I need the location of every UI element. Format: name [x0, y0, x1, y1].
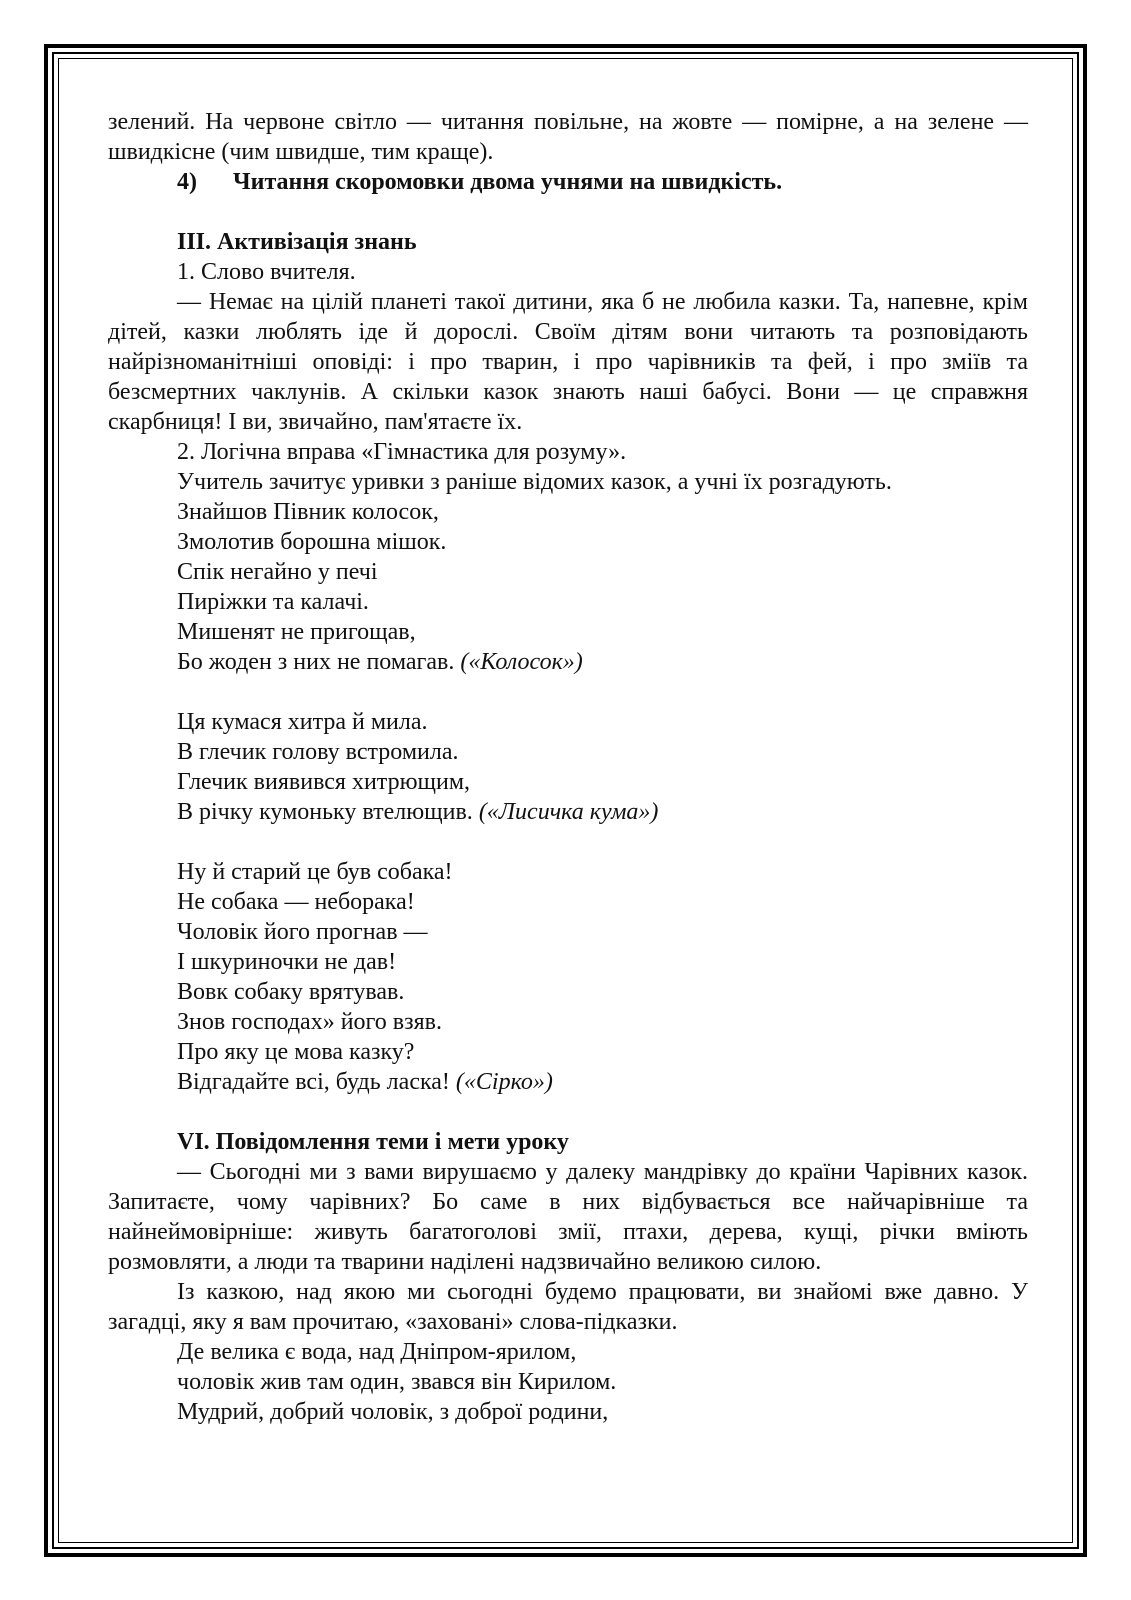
list-item-text: Читання скоромовки двома учнями на швидкість.	[233, 169, 783, 195]
step-label: 2. Логічна вправа «Гімнастика для розуму».	[177, 439, 627, 465]
poem-line	[177, 647, 1028, 677]
poem-line: В глечик голову встромила.	[177, 739, 459, 765]
poem-line-text: Бо жоден з них не помагав.	[177, 649, 455, 675]
poem-line: Де велика є вода, над Дніпром-ярилом,	[177, 1339, 577, 1365]
poem-line: чоловік жив там один, звався він Кирилом.	[177, 1369, 617, 1395]
poem-line-text: В річку кумоньку втелющив.	[177, 799, 473, 825]
teacher-speech: — Немає на цілій планеті такої дитини, яка б не любила казки. Та, напевне, крім дітей, казки люблять іде й дорослі. Своїм дітям вони читають та розповідають найрізноманітніші оповіді: і про тварин, і про чарівників та фей, і про зміїв та безсмертних чаклунів. А скільки казок знають наші бабусі. Вони — це справжня скарбниця! І ви, звичайно, пам'ятаєте їх.	[108, 289, 1028, 435]
poem-line: Знов господах» його взяв.	[177, 1009, 442, 1035]
poem-block	[108, 1337, 1028, 1427]
riddle-answer: («Колосок»)	[460, 649, 583, 675]
riddle-block	[108, 857, 1028, 1097]
poem-line: Знайшов Півник колосок,	[177, 499, 439, 525]
poem-line	[177, 1067, 1028, 1097]
poem-line: Пиріжки та калачі.	[177, 589, 369, 615]
list-item-number: 4)	[177, 169, 197, 195]
poem-line: Про яку це мова казку?	[177, 1039, 415, 1065]
riddle-answer: («Сірко»)	[455, 1069, 553, 1095]
poem-line: Змолотив борошна мішок.	[177, 529, 447, 555]
poem-line: Спік негайно у печі	[177, 559, 378, 585]
poem-line: Не собака — неборака!	[177, 889, 415, 915]
poem-line: Чоловік його прогнав —	[177, 919, 428, 945]
section-heading: VІ. Повідомлення теми і мети уроку	[177, 1129, 569, 1155]
poem-line: Ну й старий це був собака!	[177, 859, 453, 885]
riddle-answer: («Лисичка кума»)	[478, 799, 659, 825]
poem-line: Мишенят не пригощав,	[177, 619, 416, 645]
lesson-paragraph: Із казкою, над якою ми сьогодні будемо працювати, ви знайомі вже давно. У загадці, яку я вам прочитаю, «заховані» слова-підказки.	[108, 1279, 1028, 1335]
instruction-text: Учитель зачитує уривки з раніше відомих казок, а учні їх розгадують.	[177, 469, 892, 495]
riddle-block	[108, 497, 1028, 677]
poem-line: Глечик виявився хитрющим,	[177, 769, 471, 795]
poem-line: Мудрий, добрий чоловік, з доброї родини,	[177, 1399, 609, 1425]
poem-line: Ця кумася хитра й мила.	[177, 709, 428, 735]
poem-line: Вовк собаку врятував.	[177, 979, 405, 1005]
document-body	[108, 107, 1028, 1427]
lesson-paragraph: — Сьогодні ми з вами вирушаємо у далеку мандрівку до країни Чарівних казок. Запитаєте, чому чарівних? Бо саме в них відбувається все найчарівніше та найнеймовірніше: живуть багатоголові змії, птахи, дерева, кущі, річки вміють розмовляти, а люди та тварини наділені надзвичайно великою силою.	[108, 1159, 1028, 1275]
intro-paragraph: зелений. На червоне світло — читання повільне, на жовте — помірне, а на зелене — швидкісне (чим швидше, тим краще).	[108, 109, 1028, 165]
poem-line-text: Відгадайте всі, будь ласка!	[177, 1069, 450, 1095]
section-heading: ІІІ. Активізація знань	[177, 229, 417, 255]
poem-line	[177, 797, 1028, 827]
riddle-block	[108, 707, 1028, 827]
step-label: 1. Слово вчителя.	[177, 259, 356, 285]
list-item-4	[108, 167, 1028, 197]
poem-line: І шкуриночки не дав!	[177, 949, 397, 975]
